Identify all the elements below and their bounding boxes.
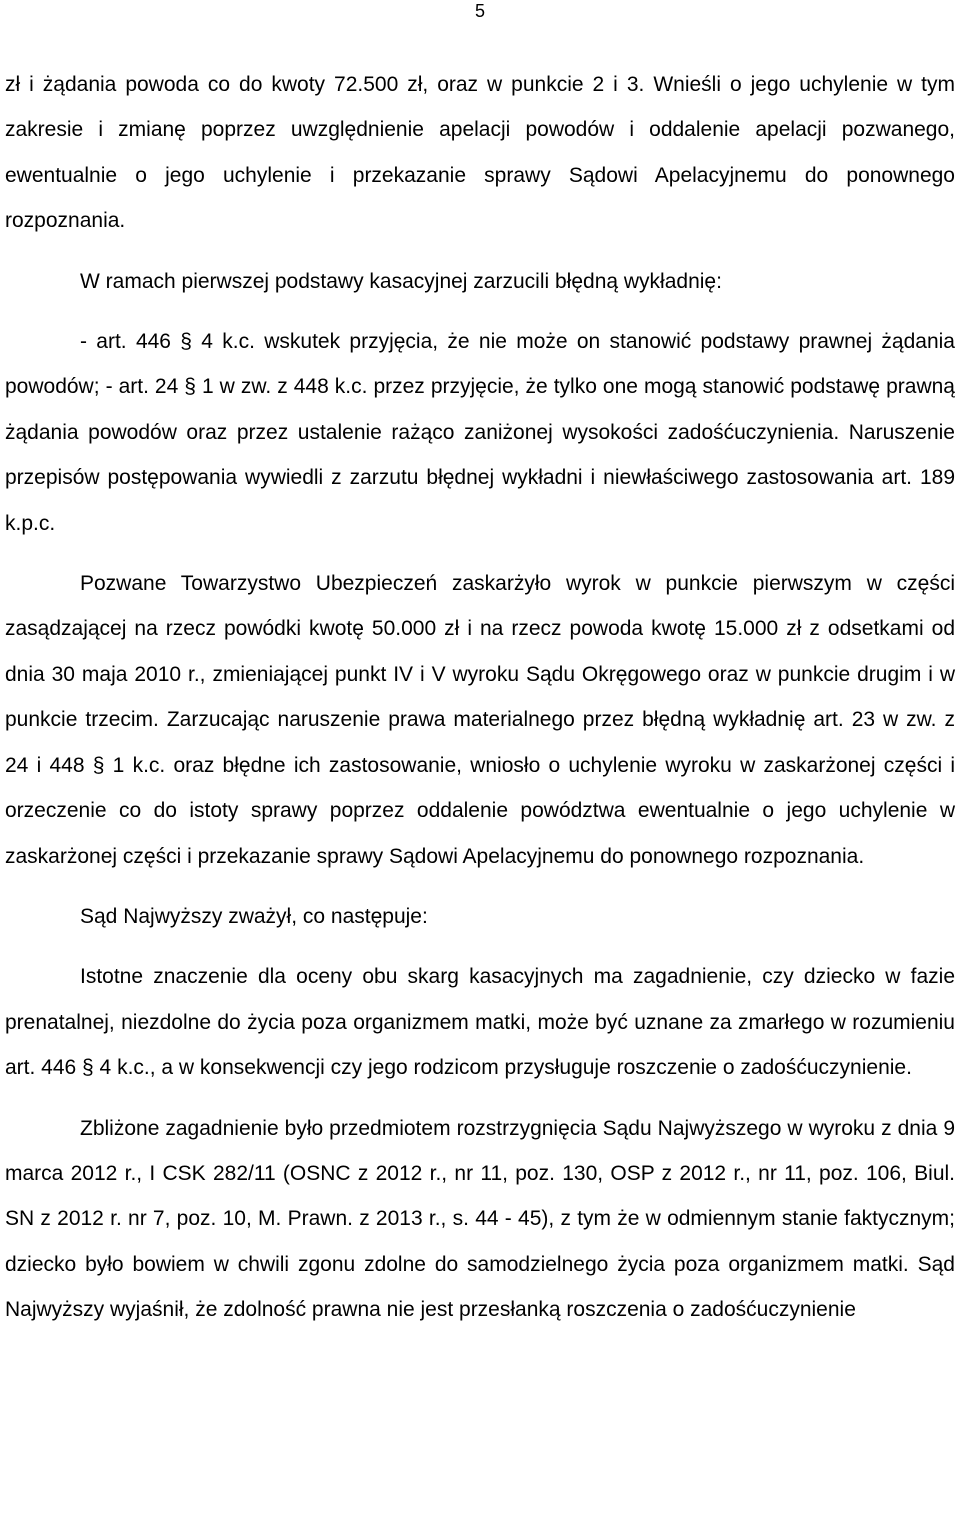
paragraph-court-considered: Sąd Najwyższy zważył, co następuje: — [80, 904, 428, 928]
paragraph-interpretation-errors: - art. 446 § 4 k.c. wskutek przyjęcia, że nie może on stanowić podstawy prawnej żądania powodów; - art. 24 § 1 w zw. z 448 k.c. przez przyjęcie, że tylko one mogą stanowić podstawę prawną żądania powodów oraz przez ustalenie rażąco zaniżonej wysokości zadośćuczynienia. Naruszenie przepisów postępowania wywiedli z zarzutu błędnej wykładni i niewłaściwego zastosowania art. 189 k.p.c. — [5, 330, 955, 535]
paragraph-cassation-grounds: W ramach pierwszej podstawy kasacyjnej zarzucili błędną wykładnię: — [80, 269, 722, 293]
paragraph-appeal-claims: zł i żądania powoda co do kwoty 72.500 zł, oraz w punkcie 2 i 3. Wnieśli o jego uchylenie w tym zakresie i zmianę poprzez uwzględnienie apelacji powodów i oddalenie apelacji pozwanego, ewentualnie o jego uchylenie i przekazanie sprawy Sądowi Apelacyjnemu do ponownego rozpoznania. — [5, 73, 955, 233]
paragraph-key-issue: Istotne znaczenie dla oceny obu skarg kasacyjnych ma zagadnienie, czy dziecko w fazie prenatalnej, niezdolne do życia poza organizmem matki, może być uznane za zmarłego w rozumieniu art. 446 § 4 k.c., a w konsekwencji czy jego rodzicom przysługuje roszczenie o zadośćuczynienie. — [5, 965, 955, 1080]
paragraph-insurer-appeal: Pozwane Towarzystwo Ubezpieczeń zaskarżyło wyrok w punkcie pierwszym w części zasądzającej na rzecz powódki kwotę 50.000 zł i na rzecz powoda kwotę 15.000 zł z odsetkami od dnia 30 maja 2010 r., zmieniającej punkt IV i V wyroku Sądu Okręgowego oraz w punkcie drugim i w punkcie trzecim. Zarzucając naruszenie prawa materialnego przez błędną wykładnię art. 23 w zw. z 24 i 448 § 1 k.c. oraz błędne ich zastosowanie, wniosło o uchylenie wyroku w zaskarżonej części i orzeczenie co do istoty sprawy poprzez oddalenie powództwa ewentualnie o jego uchylenie w zaskarżonej części i przekazanie sprawy Sądowi Apelacyjnemu do ponownego rozpoznania. — [5, 572, 955, 868]
document-body — [5, 62, 955, 1333]
paragraph-prior-ruling: Zbliżone zagadnienie było przedmiotem rozstrzygnięcia Sądu Najwyższego w wyroku z dnia 9 marca 2012 r., I CSK 282/11 (OSNC z 2012 r., nr 11, poz. 130, OSP z 2012 r., nr 11, poz. 106, Biul. SN z 2012 r. nr 7, poz. 10, M. Prawn. z 2013 r., s. 44 - 45), z tym że w odmiennym stanie faktycznym; dziecko było bowiem w chwili zgonu zdolne do samodzielnego życia poza organizmem matki. Sąd Najwyższy wyjaśnił, że zdolność prawna nie jest przesłanką roszczenia o zadośćuczynienie — [5, 1116, 955, 1322]
page-number: 5 — [474, 1, 485, 21]
